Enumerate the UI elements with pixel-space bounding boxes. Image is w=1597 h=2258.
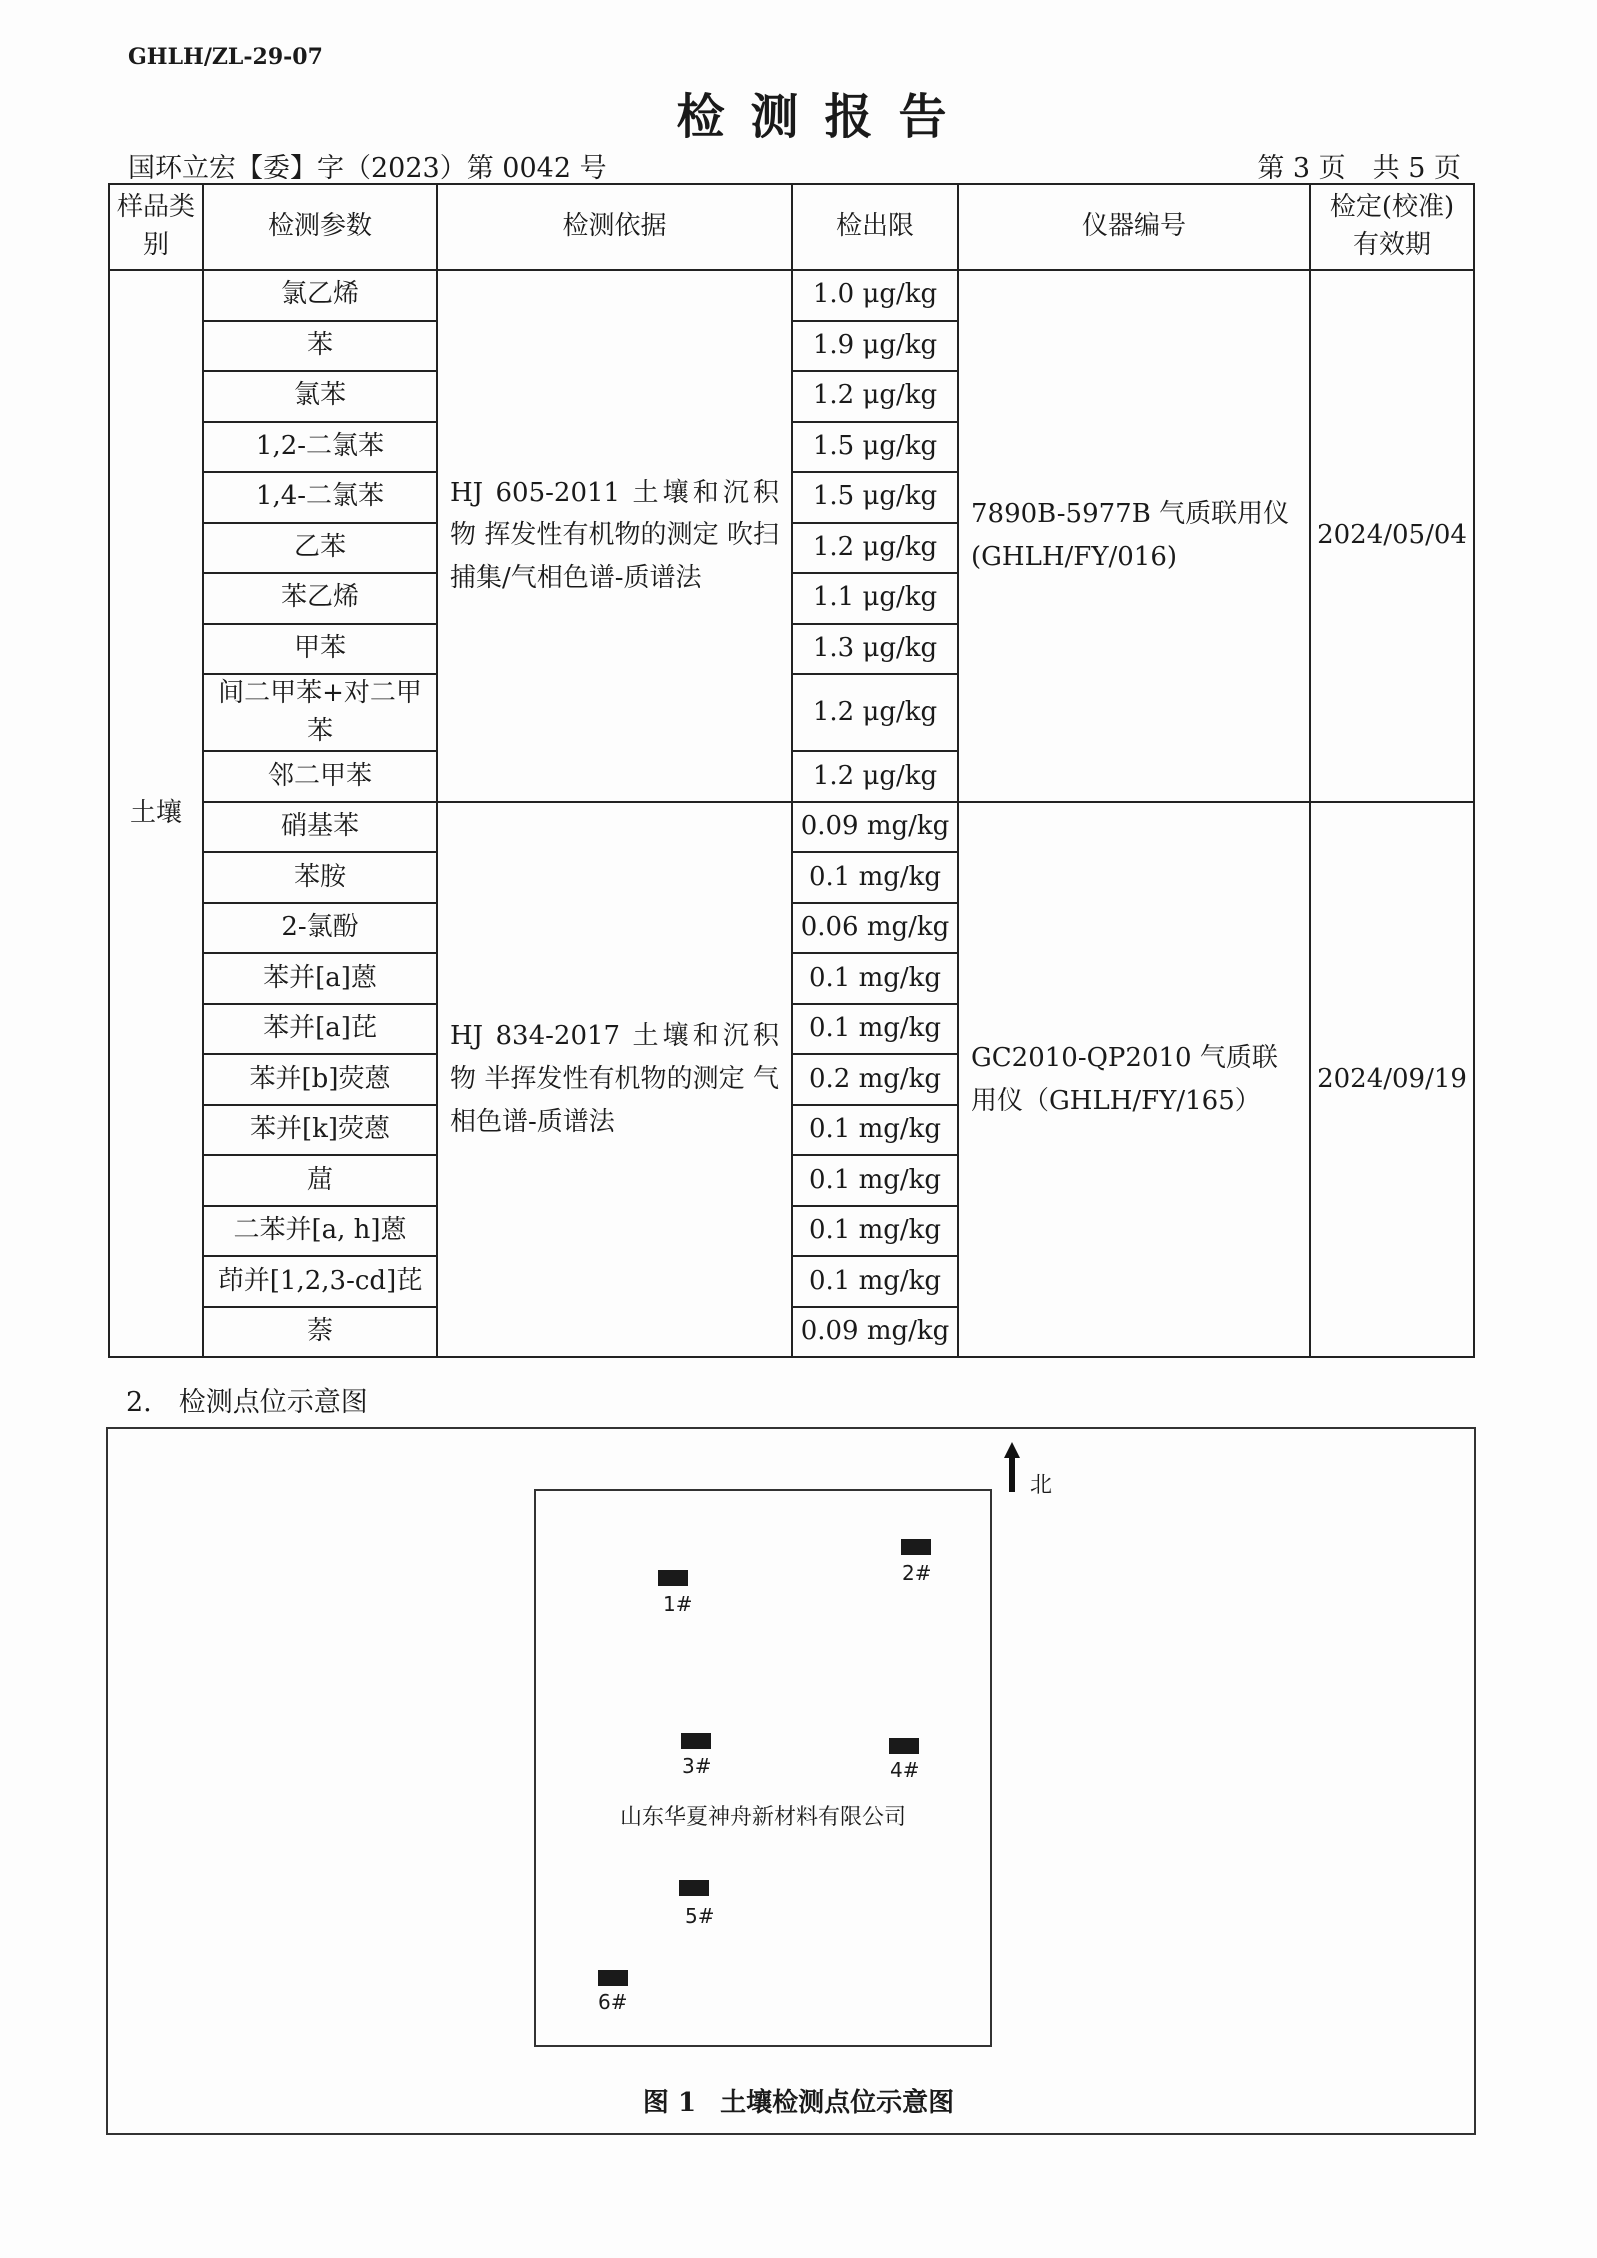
- point-label-5: 5#: [685, 1904, 715, 1928]
- parameter-cell: 苯并[a]蒽: [203, 953, 437, 1004]
- point-label-2: 2#: [902, 1561, 932, 1585]
- table-row: [109, 802, 1474, 853]
- point-marker-2: [901, 1539, 931, 1555]
- detection-limit-cell: 0.1 mg/kg: [792, 852, 958, 903]
- detection-limit-cell: 0.1 mg/kg: [792, 1004, 958, 1055]
- parameter-cell: 苯并[a]芘: [203, 1004, 437, 1055]
- detection-limit-cell: 0.2 mg/kg: [792, 1054, 958, 1105]
- point-label-4: 4#: [890, 1758, 920, 1782]
- detection-limit-cell: 0.1 mg/kg: [792, 953, 958, 1004]
- table-header-row: [109, 184, 1474, 270]
- header-detection-limit: 检出限: [792, 184, 958, 270]
- parameter-cell: 邻二甲苯: [203, 751, 437, 802]
- instrument-cell: GC2010-QP2010 气质联用仪（GHLH/FY/165）: [958, 802, 1310, 1358]
- detection-limit-cell: 1.0 μg/kg: [792, 270, 958, 321]
- report-title: 检测报告: [676, 89, 973, 145]
- parameter-cell: 二苯并[a, h]蒽: [203, 1206, 437, 1257]
- table-row: [109, 270, 1474, 321]
- section-heading: 2. 检测点位示意图: [126, 1387, 368, 1418]
- parameter-cell: 1,2-二氯苯: [203, 422, 437, 473]
- detection-limit-cell: 0.1 mg/kg: [792, 1206, 958, 1257]
- north-arrow-icon: [1004, 1442, 1020, 1492]
- header-sample-category: 样品类别: [109, 184, 203, 270]
- point-label-3: 3#: [682, 1754, 712, 1778]
- detection-table: [108, 183, 1475, 1358]
- parameter-cell: 苯并[k]荧蒽: [203, 1105, 437, 1156]
- detection-limit-cell: 0.09 mg/kg: [792, 1307, 958, 1358]
- site-name: 山东华夏神舟新材料有限公司: [619, 1805, 906, 1830]
- parameter-cell: 硝基苯: [203, 802, 437, 853]
- point-marker-3: [681, 1733, 711, 1749]
- parameter-cell: 氯苯: [203, 371, 437, 422]
- point-marker-5: [679, 1880, 709, 1896]
- header-instrument: 仪器编号: [958, 184, 1310, 270]
- detection-limit-cell: 1.2 μg/kg: [792, 674, 958, 751]
- detection-limit-cell: 1.2 μg/kg: [792, 751, 958, 802]
- parameter-cell: 苯胺: [203, 852, 437, 903]
- detection-limit-cell: 1.2 μg/kg: [792, 371, 958, 422]
- instrument-cell: 7890B-5977B 气质联用仪(GHLH/FY/016): [958, 270, 1310, 802]
- detection-limit-cell: 1.2 μg/kg: [792, 523, 958, 574]
- parameter-cell: 氯乙烯: [203, 270, 437, 321]
- point-marker-6: [598, 1970, 628, 1986]
- parameter-cell: 茚并[1,2,3-cd]芘: [203, 1256, 437, 1307]
- parameter-cell: 1,4-二氯苯: [203, 472, 437, 523]
- parameter-cell: 䓛: [203, 1155, 437, 1206]
- validity-cell: 2024/09/19: [1310, 802, 1474, 1358]
- parameter-cell: 苯乙烯: [203, 573, 437, 624]
- parameter-cell: 乙苯: [203, 523, 437, 574]
- detection-limit-cell: 1.1 μg/kg: [792, 573, 958, 624]
- detection-limit-cell: 0.1 mg/kg: [792, 1256, 958, 1307]
- header-parameter: 检测参数: [203, 184, 437, 270]
- point-label-1: 1#: [663, 1592, 693, 1616]
- detection-limit-cell: 1.5 μg/kg: [792, 472, 958, 523]
- document-code: GHLH/ZL-29-07: [128, 44, 323, 70]
- detection-limit-cell: 0.1 mg/kg: [792, 1155, 958, 1206]
- figure-caption: [0, 2082, 1597, 2119]
- point-marker-4: [889, 1738, 919, 1754]
- point-marker-1: [658, 1570, 688, 1586]
- validity-cell: 2024/05/04: [1310, 270, 1474, 802]
- parameter-cell: 萘: [203, 1307, 437, 1358]
- parameter-cell: 间二甲苯+对二甲苯: [203, 674, 437, 751]
- figure-title: 土壤检测点位示意图: [720, 2088, 955, 2118]
- north-label: 北: [1030, 1473, 1053, 1498]
- parameter-cell: 苯: [203, 321, 437, 372]
- figure-number: 图 1: [642, 2088, 697, 2118]
- detection-limit-cell: 0.09 mg/kg: [792, 802, 958, 853]
- method-cell: HJ 605-2011 土壤和沉积物 挥发性有机物的测定 吹扫捕集/气相色谱-质谱法: [437, 270, 792, 802]
- detection-limit-cell: 1.5 μg/kg: [792, 422, 958, 473]
- point-label-6: 6#: [598, 1990, 628, 2014]
- detection-limit-cell: 0.1 mg/kg: [792, 1105, 958, 1156]
- parameter-cell: 甲苯: [203, 624, 437, 675]
- page-number: 第 3 页 共 5 页: [1257, 153, 1461, 184]
- method-cell: HJ 834-2017 土壤和沉积物 半挥发性有机物的测定 气相色谱-质谱法: [437, 802, 792, 1358]
- sample-category-cell: 土壤: [109, 270, 203, 1357]
- header-validity: 检定(校准)有效期: [1310, 184, 1474, 270]
- detection-limit-cell: 1.9 μg/kg: [792, 321, 958, 372]
- parameter-cell: 2-氯酚: [203, 903, 437, 954]
- report-number: 国环立宏【委】字（2023）第 0042 号: [128, 153, 607, 184]
- header-method: 检测依据: [437, 184, 792, 270]
- detection-limit-cell: 0.06 mg/kg: [792, 903, 958, 954]
- table-body: [109, 270, 1474, 1357]
- parameter-cell: 苯并[b]荧蒽: [203, 1054, 437, 1105]
- detection-limit-cell: 1.3 μg/kg: [792, 624, 958, 675]
